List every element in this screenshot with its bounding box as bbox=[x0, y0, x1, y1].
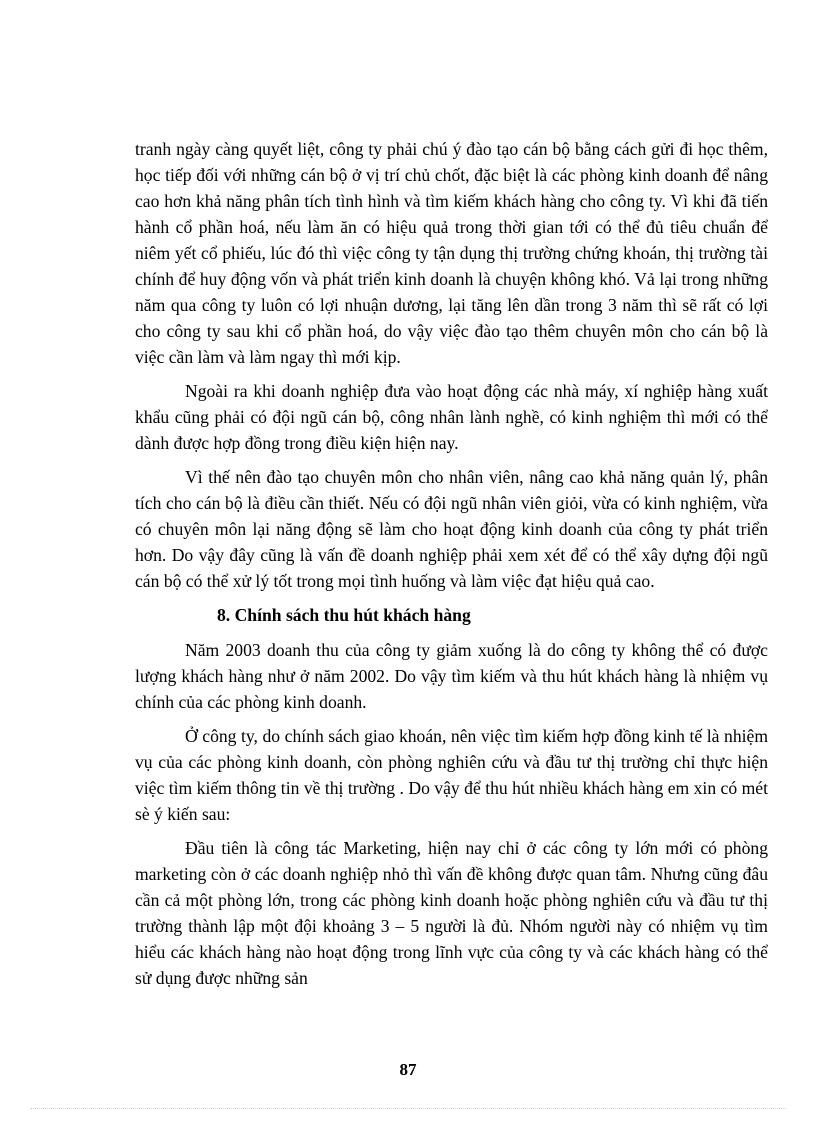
paragraph: Vì thế nên đào tạo chuyên môn cho nhân viên, nâng cao khả năng quản lý, phân tích cho cán bộ là điều cần thiết. Nếu có đội ngũ nhân viên giỏi, vừa có kinh nghiệm, vừa có chuyên môn lại năng động sẽ làm cho hoạt động kinh doanh của công ty phát triển hơn. Do vậy đây cũng là vấn đề doanh nghiệp phải xem xét để có thể xây dựng đội ngũ cán bộ có thể xử lý tốt trong mọi tình huống và làm việc đạt hiệu quả cao. bbox=[135, 467, 768, 591]
document-body bbox=[135, 136, 768, 999]
paragraph: tranh ngày càng quyết liệt, công ty phải chú ý đào tạo cán bộ bằng cách gửi đi học thêm, học tiếp đối với những cán bộ ở vị trí chủ chốt, đặc biệt là các phòng kinh doanh để nâng cao hơn khả năng phân tích tình hình và tìm kiếm khách hàng cho công ty. Vì khi đã tiến hành cổ phần hoá, nếu làm ăn có hiệu quả trong thời gian tới có thể đủ tiêu chuẩn để niêm yết cổ phiếu, lúc đó thì việc công ty tận dụng thị trường chứng khoán, thị trường tài chính để huy động vốn và phát triển kinh doanh là chuyện không khó. Vả lại trong những năm qua công ty luôn có lợi nhuận dương, lại tăng lên dần trong 3 năm thì sẽ rất có lợi cho công ty sau khi cổ phần hoá, do vậy việc đào tạo thêm chuyên môn cho cán bộ là việc cần làm và làm ngay thì mới kịp. bbox=[135, 139, 768, 367]
paragraph: Năm 2003 doanh thu của công ty giảm xuống là do công ty không thể có được lượng khách hàng như ở năm 2002. Do vậy tìm kiếm và thu hút khách hàng là nhiệm vụ chính của các phòng kinh doanh. bbox=[135, 640, 768, 712]
paragraph: Đầu tiên là công tác Marketing, hiện nay chỉ ở các công ty lớn mới có phòng marketing còn ở các doanh nghiệp nhỏ thì vấn đề không được quan tâm. Nhưng cũng đâu cần cả một phòng lớn, trong các phòng kinh doanh hoặc phòng nghiên cứu và đầu tư thị trường thành lập một đội khoảng 3 – 5 người là đủ. Nhóm người này có nhiệm vụ tìm hiểu các khách hàng nào hoạt động trong lĩnh vực của công ty và các khách hàng có thể sử dụng được những sản bbox=[135, 838, 768, 988]
paragraph: Ở công ty, do chính sách giao khoán, nên việc tìm kiếm hợp đồng kinh tế là nhiệm vụ của các phòng kinh doanh, còn phòng nghiên cứu và đầu tư thị trường chỉ thực hiện việc tìm kiếm thông tin về thị trường . Do vậy để thu hút nhiều khách hàng em xin có mét sè ý kiến sau: bbox=[135, 726, 768, 824]
page-number: 87 bbox=[399, 1060, 417, 1079]
page-bottom-divider bbox=[30, 1108, 786, 1109]
section-heading: 8. Chính sách thu hút khách hàng bbox=[217, 605, 471, 625]
paragraph: Ngoài ra khi doanh nghiệp đưa vào hoạt động các nhà máy, xí nghiệp hàng xuất khẩu cũng phải có đội ngũ cán bộ, công nhân lành nghề, có kinh nghiệm thì mới có thể dành được hợp đồng trong điều kiện hiện nay. bbox=[135, 381, 768, 453]
